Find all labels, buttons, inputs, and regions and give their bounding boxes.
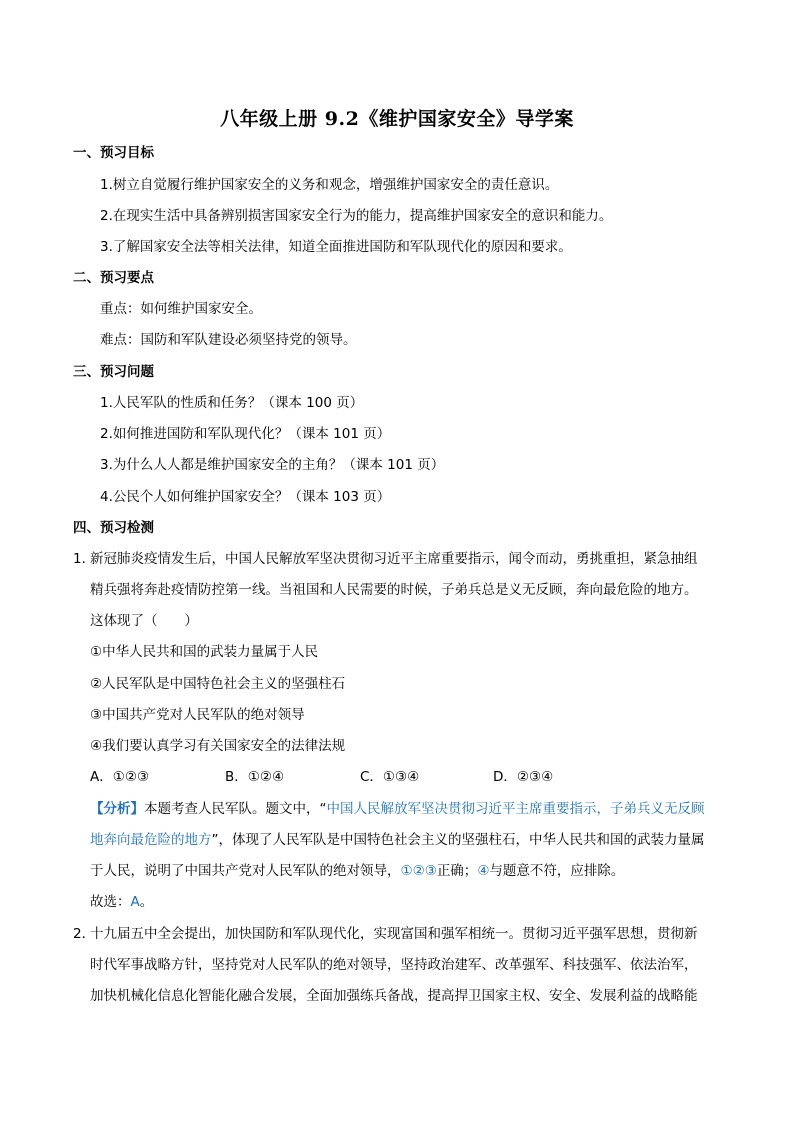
q2-text: 十九届五中全会提出，加快国防和军队现代化，实现富国和强军相统一。贯彻习近平强军思想，贯彻新 bbox=[90, 926, 698, 942]
q1-stem-line bbox=[73, 549, 698, 569]
answer-value: A bbox=[130, 894, 140, 910]
page-title: 八年级上册 9.2《维护国家安全》导学案 bbox=[220, 108, 574, 130]
analysis-highlight: 地奔向最危险的地方 bbox=[90, 832, 212, 848]
q2-stem-line bbox=[73, 924, 698, 944]
q1-option: ③中国共产党对人民军队的绝对领导 bbox=[90, 707, 305, 723]
q1-answer bbox=[90, 892, 153, 912]
question-item: 4.公民个人如何维护国家安全？（课本 103 页） bbox=[100, 489, 391, 505]
q1-option: ①中华人民共和国的武装力量属于人民 bbox=[90, 644, 319, 660]
choice-b: B．①②④ bbox=[225, 769, 285, 785]
q1-stem-line: 精兵强将奔赴疫情防控第一线。当祖国和人民需要的时候，子弟兵总是义无反顾，奔向最危险的地方。 bbox=[90, 582, 698, 598]
key-point: 重点：如何维护国家安全。 bbox=[100, 301, 262, 317]
q1-choices bbox=[90, 767, 553, 787]
choice-c: C．①③④ bbox=[360, 769, 420, 785]
q1-stem-line: 这体现了（ ） bbox=[90, 613, 198, 629]
section-heading-questions: 三、预习问题 bbox=[73, 364, 154, 380]
q1-analysis-line bbox=[90, 830, 705, 850]
goal-item: 3.了解国家安全法等相关法律，知道全面推进国防和军队现代化的原因和要求。 bbox=[100, 239, 572, 255]
analysis-text: 于人民，说明了中国共产党对人民军队的绝对领导， bbox=[90, 863, 401, 879]
goal-item: 1.树立自觉履行维护国家安全的义务和观念，增强维护国家安全的责任意识。 bbox=[100, 177, 559, 193]
analysis-highlight: ④ bbox=[477, 863, 490, 879]
q1-analysis-line bbox=[90, 861, 624, 881]
q2-stem-line: 加快机械化信息化智能化融合发展，全面加强练兵备战，提高捍卫国家主权、安全、发展利益的战略能 bbox=[90, 988, 698, 1004]
analysis-text: 与题意不符，应排除。 bbox=[489, 863, 625, 879]
q2-number: 2． bbox=[73, 926, 96, 942]
q1-analysis-line bbox=[90, 799, 705, 819]
q1-text: 新冠肺炎疫情发生后，中国人民解放军坚决贯彻习近平主席重要指示，闻令而动，勇挑重担，紧急抽组 bbox=[90, 551, 698, 567]
analysis-text: 正确； bbox=[436, 863, 478, 879]
goal-item: 2.在现实生活中具备辨别损害国家安全行为的能力，提高维护国家安全的意识和能力。 bbox=[100, 208, 613, 224]
analysis-text: 本题考查人民军队。题文中，“ bbox=[144, 801, 327, 817]
q1-option: ②人民军队是中国特色社会主义的坚强柱石 bbox=[90, 676, 346, 692]
analysis-highlight: ，子弟兵义无反顾 bbox=[596, 801, 705, 817]
analysis-highlight: ①②③ bbox=[400, 863, 437, 879]
analysis-highlight: 中国人民解放军坚决贯彻习近平主席重要指示 bbox=[326, 801, 597, 817]
choice-d: D．②③④ bbox=[493, 769, 554, 785]
question-item: 3.为什么人人都是维护国家安全的主角？（课本 101 页） bbox=[100, 457, 445, 473]
analysis-label: 【分析】 bbox=[90, 801, 144, 817]
question-item: 1.人民军队的性质和任务？（课本 100 页） bbox=[100, 395, 364, 411]
q1-option: ④我们要认真学习有关国家安全的法律法规 bbox=[90, 738, 346, 754]
section-heading-keypoints: 二、预习要点 bbox=[73, 270, 154, 286]
difficult-point: 难点：国防和军队建设必须坚持党的领导。 bbox=[100, 332, 357, 348]
answer-label: 故选： bbox=[90, 894, 131, 910]
section-heading-goals: 一、预习目标 bbox=[73, 145, 154, 161]
answer-end: 。 bbox=[139, 894, 154, 910]
choice-a: A．①②③ bbox=[90, 769, 150, 785]
question-item: 2.如何推进国防和军队现代化？（课本 101 页） bbox=[100, 426, 391, 442]
section-heading-test: 四、预习检测 bbox=[73, 520, 154, 536]
q1-number: 1． bbox=[73, 551, 96, 567]
q2-stem-line: 时代军事战略方针，坚持党对人民军队的绝对领导，坚持政治建军、改革强军、科技强军、依法治军， bbox=[90, 957, 698, 973]
analysis-text: ”，体现了人民军队是中国特色社会主义的坚强柱石，中华人民共和国的武装力量属 bbox=[211, 832, 705, 848]
